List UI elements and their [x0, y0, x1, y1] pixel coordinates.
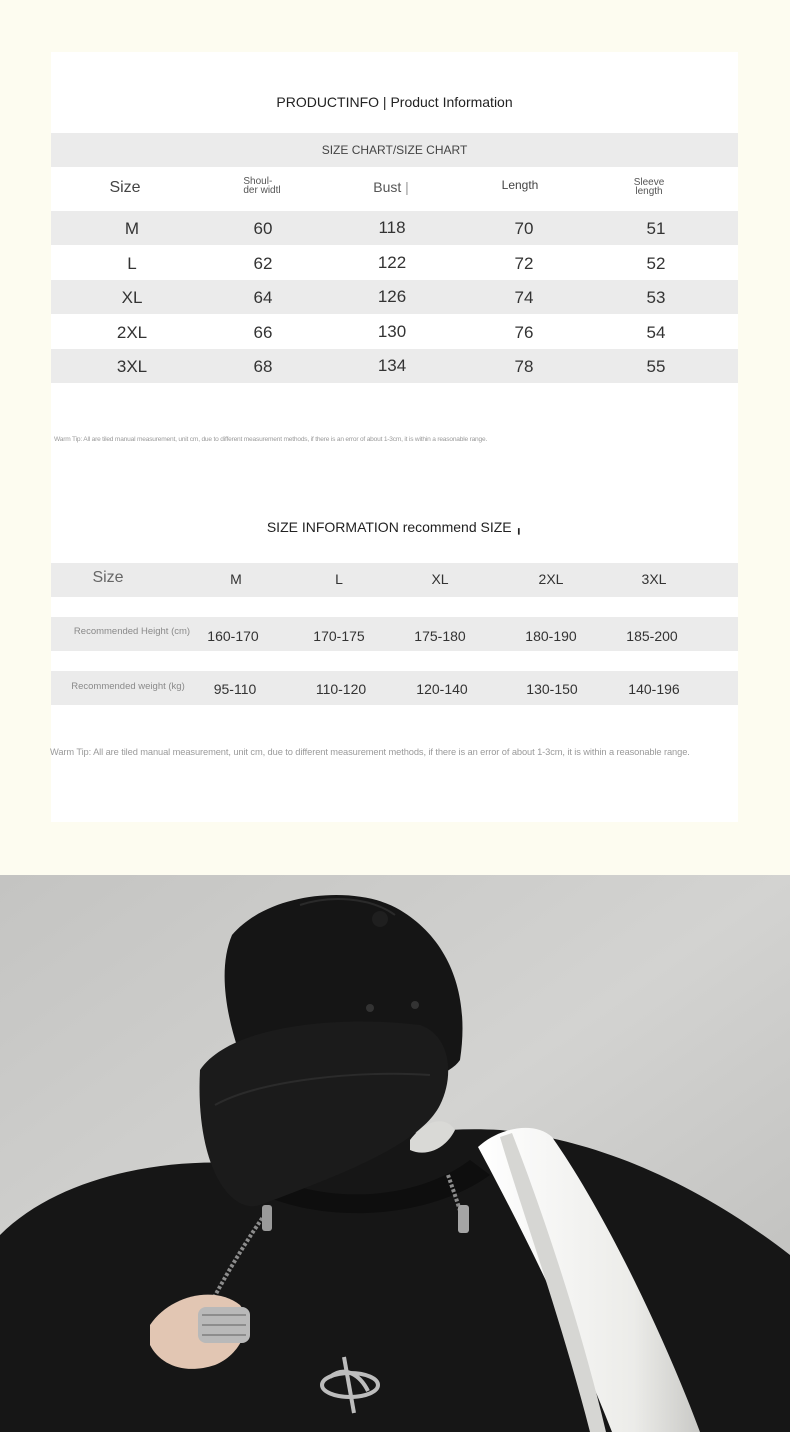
row-shoulder: 60 [253, 219, 273, 238]
row-sleeve: 55 [646, 357, 666, 376]
product-info-card [51, 52, 738, 822]
table-row [51, 211, 738, 245]
size-chart-tip: Warm Tip: All are tiled manual measurement, unit cm, due to different measurement methods, if there is an error of about 1-3cm, it is within a reasonable range. [54, 436, 488, 443]
row-bust: 130 [377, 322, 407, 341]
table-row [51, 314, 738, 349]
size-chart-band [51, 133, 738, 167]
row-length: 76 [514, 323, 534, 342]
recommend-size-xl: XL [431, 571, 449, 587]
recommend-weight-row [51, 671, 738, 705]
row-size: M [124, 219, 140, 238]
row-shoulder: 66 [253, 323, 273, 342]
row-bust: 134 [377, 356, 407, 375]
table-row [51, 245, 738, 280]
row-sleeve: 51 [646, 219, 666, 238]
recommend-height-value: 170-175 [313, 628, 365, 644]
recommend-size-l: L [335, 571, 343, 587]
row-size: 3XL [116, 357, 148, 376]
recommend-weight-value: 120-140 [416, 681, 468, 697]
row-length: 70 [514, 219, 534, 238]
row-bust: 126 [377, 287, 407, 306]
recommend-weight-value: 130-150 [526, 681, 578, 697]
recommend-size-m: M [230, 571, 242, 587]
recommend-height-value: 180-190 [525, 628, 577, 644]
model-photo-illustration [0, 875, 790, 1432]
row-length: 78 [514, 357, 534, 376]
row-shoulder: 64 [253, 288, 273, 307]
row-shoulder: 68 [253, 357, 273, 376]
row-bust: 118 [378, 218, 406, 237]
size-information-title: SIZE INFORMATION recommend SIZE ╻ [266, 519, 523, 535]
row-length: 74 [514, 288, 534, 307]
recommend-height-label: Recommended Height (cm) [73, 626, 191, 637]
recommend-height-value: 175-180 [414, 628, 466, 644]
table-row [51, 280, 738, 314]
recommend-weight-label: Recommended weight (kg) [71, 681, 185, 692]
size-information-tip: Warm Tip: All are tiled manual measurement, unit cm, due to different measurement methods, if there is an error of about 1-3cm, it is within a reasonable range. [50, 747, 690, 757]
table-row [51, 349, 738, 383]
row-bust: 122 [377, 253, 407, 272]
header-sleeve-length: Sleeve length [633, 177, 665, 197]
recommend-height-value: 160-170 [207, 628, 259, 644]
header-size: Size [109, 179, 141, 196]
recommend-header-size: Size [92, 569, 124, 586]
recommend-height-value: 185-200 [626, 628, 678, 644]
row-size: XL [121, 288, 143, 307]
row-sleeve: 53 [646, 288, 666, 307]
row-sleeve: 54 [646, 323, 666, 342]
size-chart-title: SIZE CHART/SIZE CHART [321, 143, 468, 157]
row-shoulder: 62 [253, 254, 273, 273]
product-info-title: PRODUCTINFO | Product Information [276, 94, 513, 110]
recommend-size-header [51, 563, 738, 597]
recommend-size-3xl: 3XL [641, 571, 667, 587]
recommend-height-row [51, 617, 738, 651]
header-bust: Bust | [373, 179, 409, 195]
row-size: 2XL [116, 323, 148, 342]
recommend-weight-value: 110-120 [315, 681, 367, 697]
row-size: L [127, 254, 137, 273]
header-length: Length [501, 178, 539, 192]
recommend-weight-value: 95-110 [213, 681, 257, 697]
recommend-size-2xl: 2XL [538, 571, 564, 587]
header-shoulder-width: Shoul- der widtl [243, 176, 281, 196]
row-length: 72 [514, 254, 534, 273]
model-photo [0, 875, 790, 1432]
recommend-weight-value: 140-196 [628, 681, 680, 697]
row-sleeve: 52 [646, 254, 666, 273]
